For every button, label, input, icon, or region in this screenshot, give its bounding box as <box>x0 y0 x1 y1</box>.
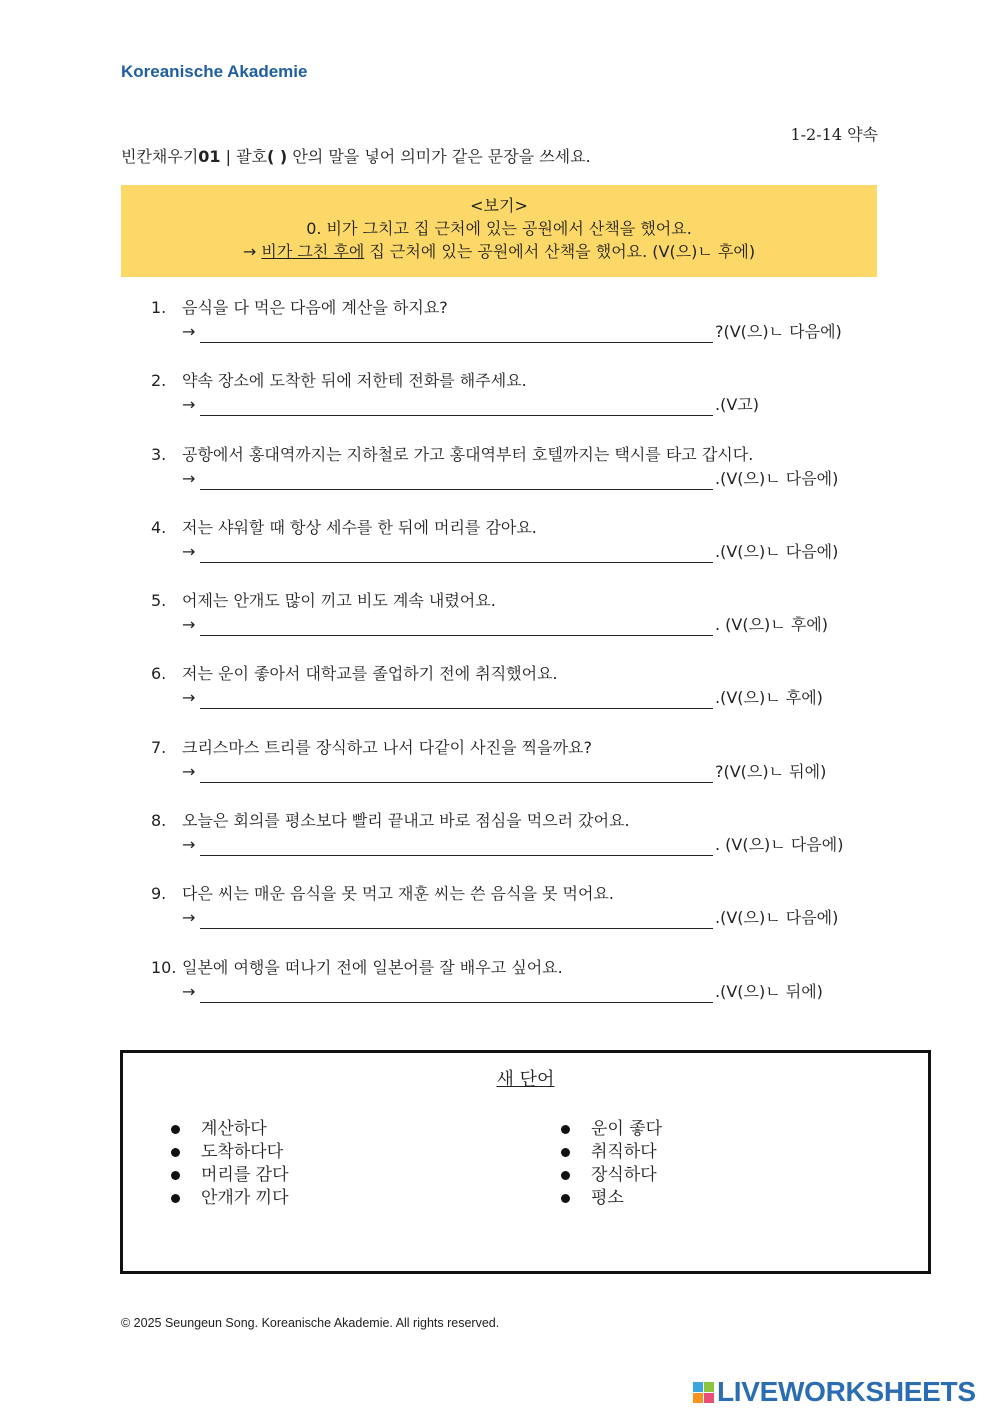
logo-tile-3 <box>693 1393 703 1403</box>
exercise-number: 1. <box>151 298 167 317</box>
arrow-icon: → <box>182 468 196 488</box>
bullet-icon <box>171 1171 180 1180</box>
exercise-answer-row <box>182 834 843 856</box>
bullet-icon <box>171 1125 180 1134</box>
exercise-answer-row <box>182 761 826 783</box>
exercise-sentence: 일본에 여행을 떠나기 전에 일본어를 잘 배우고 싶어요. <box>182 957 563 977</box>
vocab-item <box>171 1164 289 1187</box>
bullet-icon <box>561 1194 570 1203</box>
logo-tile-4 <box>704 1393 714 1403</box>
vocab-word: 운이 좋다 <box>591 1119 663 1139</box>
bullet-icon <box>171 1194 180 1203</box>
exercise-hint: .(V(으)ㄴ 다음에) <box>715 468 839 488</box>
bullet-icon <box>561 1125 570 1134</box>
vocab-word: 안개가 끼다 <box>201 1188 289 1208</box>
answer-blank[interactable] <box>200 986 713 1003</box>
example-answer-underlined: 비가 그친 후에 <box>261 242 365 261</box>
exercise-item <box>151 370 891 443</box>
vocab-item <box>561 1118 662 1141</box>
bullet-icon <box>561 1171 570 1180</box>
exercise-sentence: 크리스마스 트리를 장식하고 나서 다같이 사진을 찍을까요? <box>182 737 592 757</box>
vocab-item <box>561 1141 662 1164</box>
exercise-hint: .(V고) <box>715 395 759 415</box>
answer-blank[interactable] <box>200 473 713 490</box>
answer-blank[interactable] <box>200 326 713 343</box>
exercise-sentence: 공항에서 홍대역까지는 지하철로 가고 홍대역부터 호텔까지는 택시를 타고 갑시다. <box>182 444 754 464</box>
exercise-answer-row <box>182 687 823 709</box>
exercise-item <box>151 957 891 1030</box>
exercise-number: 6. <box>151 664 167 684</box>
answer-blank[interactable] <box>200 399 713 416</box>
arrow-icon: → <box>182 615 196 635</box>
example-title: <보기> <box>470 196 528 215</box>
exercise-answer-row <box>182 907 838 929</box>
answer-blank[interactable] <box>200 766 713 783</box>
logo-tile-2 <box>704 1382 714 1392</box>
answer-blank[interactable] <box>200 619 713 636</box>
exercise-sentence: 오늘은 회의를 평소보다 빨리 끝내고 바로 점심을 먹으러 갔어요. <box>182 811 630 831</box>
arrow-icon: → <box>182 395 196 415</box>
exercise-number: 4. <box>151 517 167 537</box>
vocab-word: 평소 <box>591 1188 624 1208</box>
arrow-icon: → <box>182 688 196 708</box>
exercise-sentence: 저는 샤워할 때 항상 세수를 한 뒤에 머리를 감아요. <box>182 517 537 537</box>
vocab-item <box>561 1164 662 1187</box>
exercise-item <box>151 810 891 883</box>
answer-blank[interactable] <box>200 546 713 563</box>
exercise-hint: ?(V(으)ㄴ 다음에) <box>715 322 842 341</box>
exercise-item <box>151 883 891 956</box>
exercise-item <box>151 737 891 810</box>
logo-tile-1 <box>693 1382 703 1392</box>
exercise-hint: .(V(으)ㄴ 다음에) <box>715 541 839 561</box>
answer-blank[interactable] <box>200 692 713 709</box>
example-sentence: 0. 비가 그치고 집 근처에 있는 공원에서 산책을 했어요. <box>306 219 692 238</box>
exercise-item <box>151 297 891 370</box>
exercise-number: 2. <box>151 371 167 391</box>
exercise-item <box>151 590 891 663</box>
exercise-answer-row <box>182 614 828 636</box>
example-answer <box>121 240 877 263</box>
arrow-icon: → <box>182 908 196 928</box>
vocab-word: 머리를 감다 <box>201 1165 289 1185</box>
arrow-icon: → <box>182 541 196 561</box>
answer-blank[interactable] <box>200 912 713 929</box>
exercise-answer-row <box>182 394 759 416</box>
instruction-prefix: 빈칸채우기 <box>121 147 199 166</box>
exercise-number: 3. <box>151 444 167 464</box>
exercise-item <box>151 444 891 517</box>
exercise-number: 10. <box>151 957 177 977</box>
exercise-answer-row <box>182 321 842 343</box>
copyright-footer: © 2025 Seungeun Song. Koreanische Akademie. All rights reserved. <box>121 1316 500 1330</box>
vocab-item <box>561 1187 662 1210</box>
instruction <box>121 144 591 167</box>
exercise-sentence: 음식을 다 먹은 다음에 계산을 하지요? <box>182 298 448 317</box>
arrow-icon: → <box>182 761 196 781</box>
exercise-sentence: 다은 씨는 매운 음식을 못 먹고 재훈 씨는 쓴 음식을 못 먹어요. <box>182 884 614 904</box>
exercise-sentence: 약속 장소에 도착한 뒤에 저한테 전화를 해주세요. <box>182 371 527 391</box>
exercise-list <box>151 297 891 1030</box>
instruction-paren: ( ) <box>267 147 288 166</box>
bullet-icon <box>171 1148 180 1157</box>
arrow-icon: → <box>182 835 196 855</box>
exercise-hint: .(V(으)ㄴ 뒤에) <box>715 981 823 1001</box>
lesson-code: 1-2-14 약속 <box>790 125 878 144</box>
exercise-number: 5. <box>151 591 167 611</box>
exercise-answer-row <box>182 468 838 490</box>
arrow-icon: → <box>182 322 196 341</box>
exercise-number: 9. <box>151 884 167 904</box>
vocab-word: 계산하다 <box>201 1119 267 1139</box>
vocab-word: 취직하다 <box>591 1142 657 1162</box>
answer-blank[interactable] <box>200 839 713 856</box>
exercise-answer-row <box>182 981 823 1003</box>
vocab-title: 새 단어 <box>496 1069 555 1090</box>
example-arrow: → <box>242 242 262 261</box>
exercise-number: 8. <box>151 811 167 831</box>
exercise-item <box>151 517 891 590</box>
instruction-number: 01 <box>198 147 221 166</box>
exercise-item <box>151 663 891 736</box>
liveworksheets-wordmark: LIVEWORKSHEETS <box>717 1376 976 1407</box>
bullet-icon <box>561 1148 570 1157</box>
exercise-sentence: 어제는 안개도 많이 끼고 비도 계속 내렸어요. <box>182 591 496 611</box>
exercise-hint: .(V(으)ㄴ 후에) <box>715 688 823 708</box>
exercise-hint: ?(V(으)ㄴ 뒤에) <box>715 761 827 781</box>
vocab-box <box>120 1050 931 1274</box>
arrow-icon: → <box>182 981 196 1001</box>
exercise-sentence: 저는 운이 좋아서 대학교를 졸업하기 전에 취직했어요. <box>182 664 558 684</box>
exercise-hint: . (V(으)ㄴ 다음에) <box>715 835 844 855</box>
vocab-list-left <box>171 1118 289 1210</box>
exercise-answer-row <box>182 541 838 563</box>
instruction-text: 안의 말을 넣어 의미가 같은 문장을 쓰세요. <box>287 147 591 166</box>
vocab-item <box>171 1187 289 1210</box>
vocab-word: 도착하다다 <box>201 1142 284 1162</box>
vocab-item <box>171 1141 289 1164</box>
brand-name: Koreanische Akademie <box>121 62 308 81</box>
liveworksheets-logo[interactable] <box>693 1376 976 1408</box>
vocab-item <box>171 1118 289 1141</box>
example-answer-rest: 집 근처에 있는 공원에서 산책을 했어요. (V(으)ㄴ 후에) <box>364 242 756 261</box>
exercise-hint: .(V(으)ㄴ 다음에) <box>715 908 839 928</box>
instruction-separator: | 괄호 <box>220 147 268 166</box>
exercise-number: 7. <box>151 737 167 757</box>
liveworksheets-icon <box>693 1382 714 1403</box>
vocab-word: 장식하다 <box>591 1165 657 1185</box>
exercise-hint: . (V(으)ㄴ 후에) <box>715 615 828 635</box>
vocab-list-right <box>561 1118 662 1210</box>
example-box <box>121 185 877 277</box>
